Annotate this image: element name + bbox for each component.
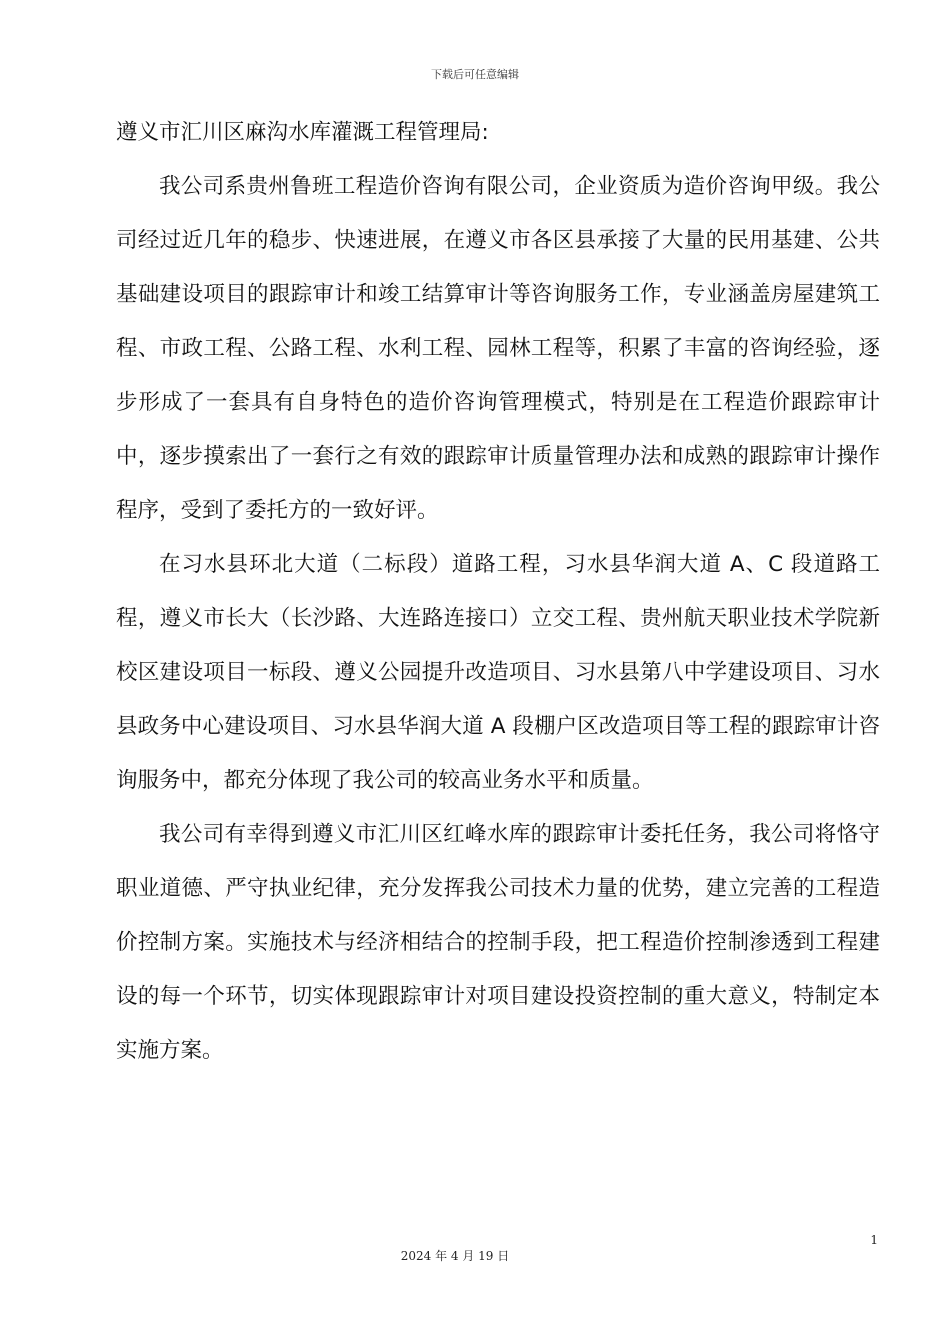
salutation: 遵义市汇川区麻沟水库灌溉工程管理局: xyxy=(116,120,489,145)
footer-date: 2024 年 4 月 19 日 xyxy=(400,1249,510,1263)
paragraph-3: 我公司有幸得到遵义市汇川区红峰水库的跟踪审计委托任务，我公司将恪守职业道德、严守执业纪律，充分发挥我公司技术力量的优势，建立完善的工程造价控制方案。实施技术与经济相结合的控制手段，把工程造价控制渗透到工程建设的每一个环节，切实体现跟踪审计对项目建设投资控制的重大意义，特制定本实施方案。 xyxy=(116,822,880,1063)
paragraph-2: 在习水县环北大道（二标段）道路工程，习水县华润大道 A、C 段道路工程，遵义市长大（长沙路、大连路连接口）立交工程、贵州航天职业技术学院新校区建设项目一标段、遵义公园提升改造项目、习水县第八中学建设项目、习水县政务中心建设项目、习水县华润大道 A 段棚户区改造项目等工程的跟踪审计咨询服务中，都充分体现了我公司的较高业务水平和质量。 xyxy=(116,552,880,793)
document-body xyxy=(116,106,880,1078)
paragraph-1: 我公司系贵州鲁班工程造价咨询有限公司，企业资质为造价咨询甲级。我公司经过近几年的稳步、快速进展，在遵义市各区县承接了大量的民用基建、公共基础建设项目的跟踪审计和竣工结算审计等咨询服务工作，专业涵盖房屋建筑工程、市政工程、公路工程、水利工程、园林工程等，积累了丰富的咨询经验，逐步形成了一套具有自身特色的造价咨询管理模式，特别是在工程造价跟踪审计中，逐步摸索出了一套行之有效的跟踪审计质量管理办法和成熟的跟踪审计操作程序，受到了委托方的一致好评。 xyxy=(116,174,880,523)
header-note: 下载后可任意编辑 xyxy=(431,68,519,81)
page-number: 1 xyxy=(870,1233,878,1247)
